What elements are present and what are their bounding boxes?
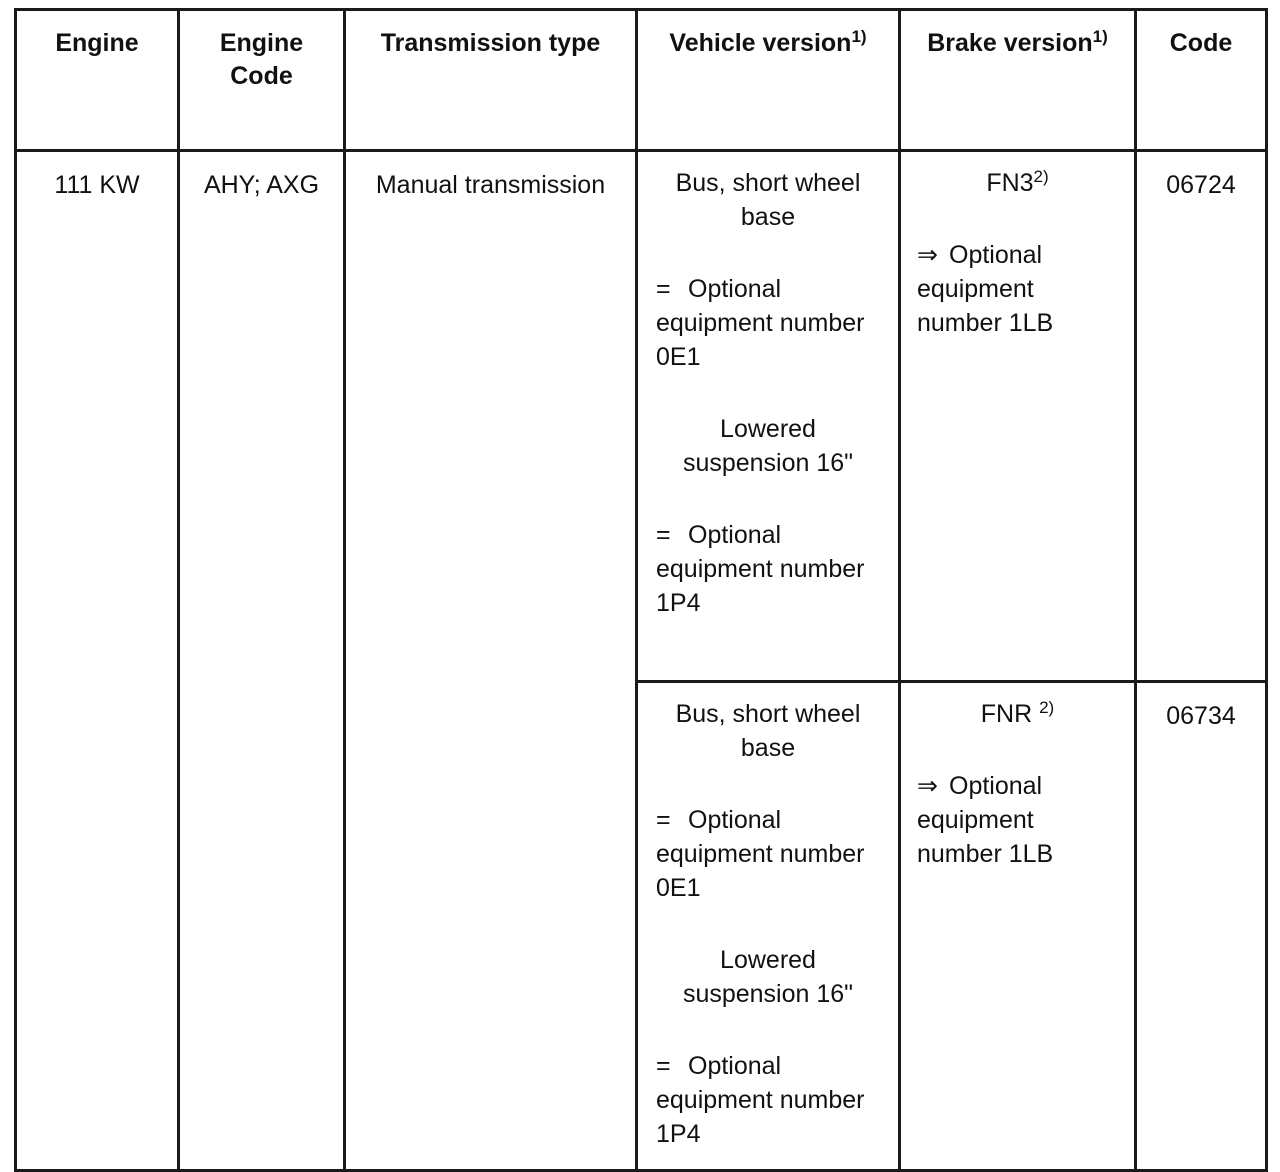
table-row xyxy=(16,151,1267,682)
equals-icon: = xyxy=(656,521,671,549)
lowered-suspension-note: Lowered suspension 16" xyxy=(682,946,854,1008)
vehicle-version-cell xyxy=(637,151,900,682)
vehicle-version-cell xyxy=(637,682,900,1171)
brake-footnote: 2) xyxy=(1039,698,1055,717)
engine-cell: 111 KW xyxy=(16,151,179,1171)
optional-equipment-note: = Optional equipment number 0E1 xyxy=(656,803,890,905)
header-row xyxy=(16,10,1267,151)
vehicle-title: Bus, short wheel base xyxy=(675,700,861,762)
double-arrow-icon: ⇒ xyxy=(917,772,938,800)
lowered-suspension-note: Lowered suspension 16" xyxy=(682,415,854,477)
header-engine: Engine xyxy=(16,10,179,151)
transmission-cell: Manual transmission xyxy=(345,151,637,1171)
optional-equipment-note: = Optional equipment number 0E1 xyxy=(656,272,890,374)
code-cell: 06734 xyxy=(1136,682,1267,1171)
header-vehicle-footnote: 1) xyxy=(851,27,867,46)
brake-label: FNR $^{2)}$ xyxy=(980,698,1055,728)
brake-label: FN3$^{2)}$ xyxy=(986,167,1049,197)
brake-note: ⇒ Optional equipment number 1LB xyxy=(917,238,1128,340)
spec-table xyxy=(14,8,1268,1172)
header-brake-footnote: 1) xyxy=(1092,27,1108,46)
code-cell: 06724 xyxy=(1136,151,1267,682)
optional-equipment-note: = Optional equipment number 1P4 xyxy=(656,518,890,620)
header-brake-version: Brake version$^{1)}$ xyxy=(900,10,1136,151)
header-transmission: Transmission type xyxy=(345,10,637,151)
equals-icon: = xyxy=(656,1052,671,1080)
equals-icon: = xyxy=(656,806,671,834)
header-code: Code xyxy=(1136,10,1267,151)
header-engine-code: Engine Code xyxy=(179,10,345,151)
header-vehicle-version: Vehicle version$^{1)}$ xyxy=(637,10,900,151)
brake-version-cell xyxy=(900,682,1136,1171)
brake-note: ⇒ Optional equipment number 1LB xyxy=(917,769,1128,871)
double-arrow-icon: ⇒ xyxy=(917,241,938,269)
engine-code-cell: AHY; AXG xyxy=(179,151,345,1171)
equals-icon: = xyxy=(656,275,671,303)
optional-equipment-note: = Optional equipment number 1P4 xyxy=(656,1049,890,1151)
vehicle-title: Bus, short wheel base xyxy=(675,169,861,231)
brake-version-cell xyxy=(900,151,1136,682)
brake-footnote: 2) xyxy=(1033,167,1049,186)
